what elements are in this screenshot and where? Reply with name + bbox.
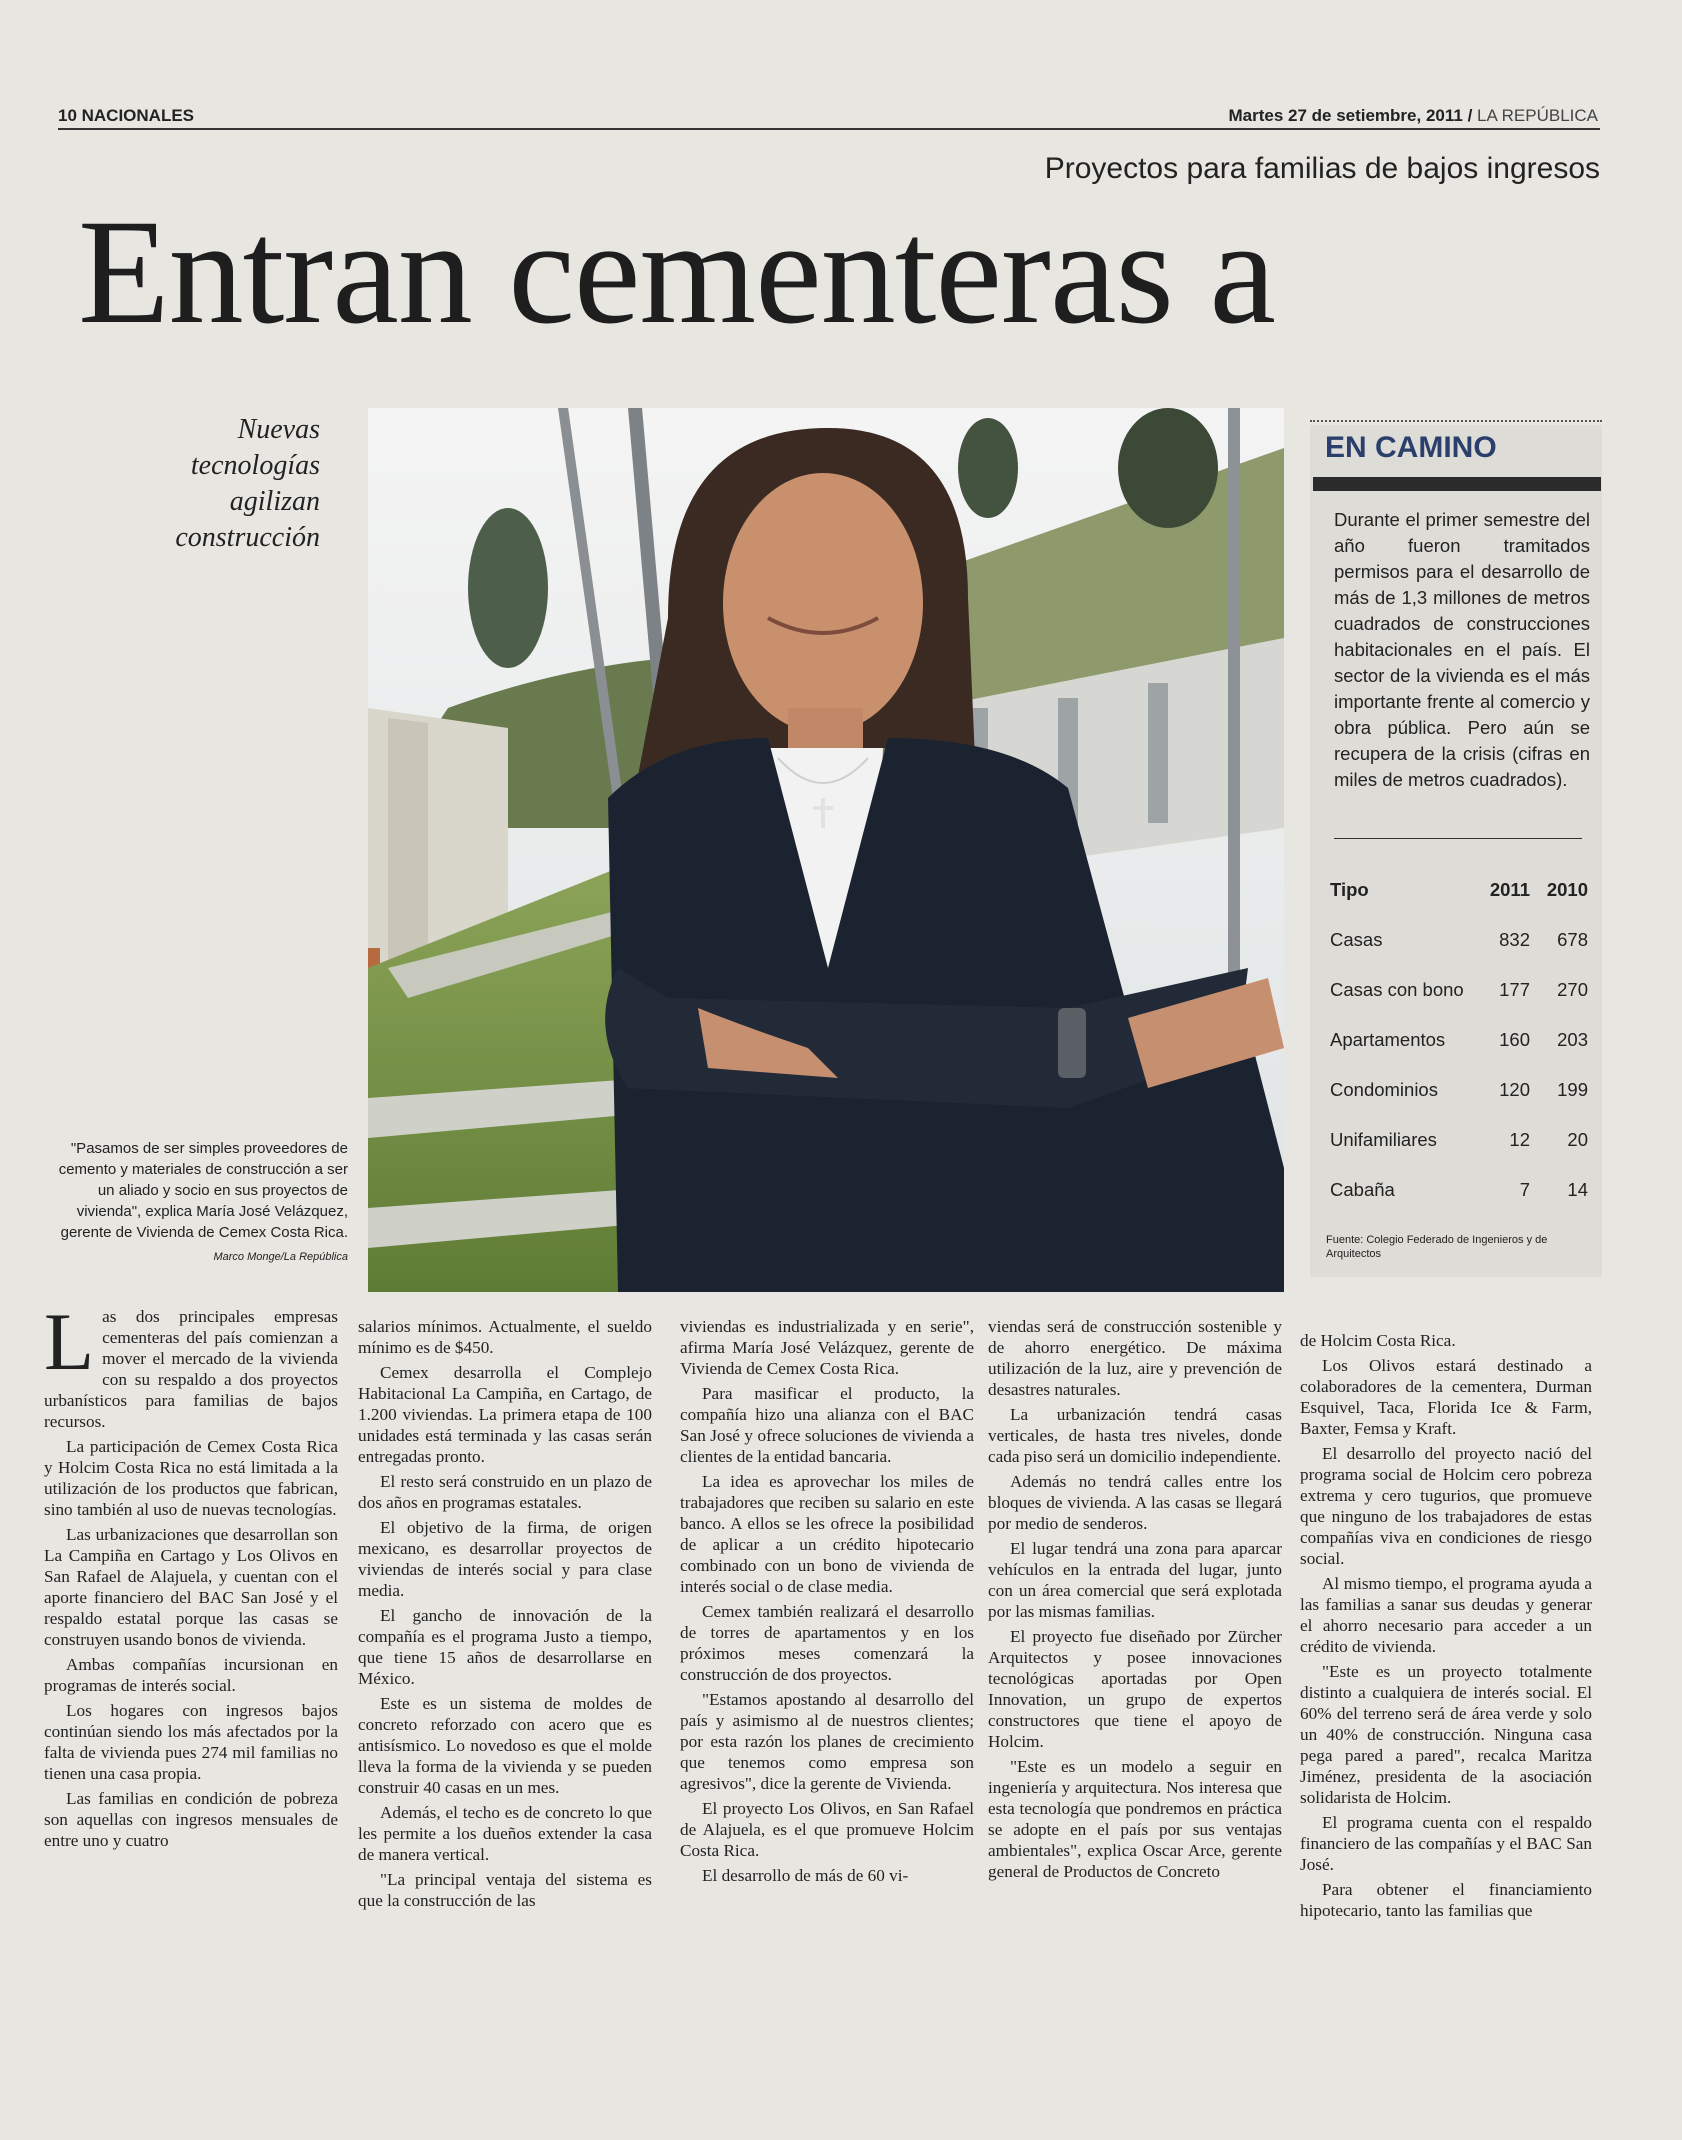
paragraph: El desarrollo de más de 60 vi-: [702, 1866, 909, 1885]
paragraph: Además no tendrá calles entre los bloques de vivienda. A las casas se llegará por medio de senderos.: [988, 1472, 1282, 1533]
paragraph: Cemex también realizará el desarrollo de torres de apartamentos y en los próximos meses comenzará la construcción de dos proyectos.: [680, 1602, 974, 1684]
table-row: [1330, 1115, 1588, 1165]
deck: [120, 412, 320, 556]
table-cell: 12: [1509, 1129, 1530, 1150]
table-cell: Casas con bono: [1330, 979, 1464, 1000]
deck-line: tecnologías: [190, 450, 320, 481]
drop-cap: L: [44, 1296, 95, 1387]
paragraph: El objetivo de la firma, de origen mexicano, es desarrollar proyectos de viviendas de interés social y para clase media.: [358, 1518, 652, 1600]
headline: Entran cementeras a: [78, 189, 1275, 355]
table-cell: Cabaña: [1330, 1179, 1395, 1200]
paragraph: [44, 1296, 338, 1432]
sidebar-table: [1330, 865, 1588, 1215]
article-column-2: [358, 1316, 652, 1915]
issue-date: Martes 27 de setiembre, 2011: [1228, 106, 1463, 125]
article-column-4: [988, 1316, 1282, 1886]
paragraph: Las familias en condición de pobreza son aquellas con ingresos mensuales de entre uno y cuatro: [44, 1789, 338, 1850]
paragraph: El proyecto fue diseñado por Zürcher Arquitectos y posee innovaciones tecnológicas aportadas por Open Innovation, un grupo de expertos constructores que tiene el apoyo de Holcim.: [988, 1627, 1282, 1751]
table-cell: 177: [1499, 979, 1530, 1000]
paragraph: La participación de Cemex Costa Rica y Holcim Costa Rica no está limitada a la utilización de los productos que fabrican, sino también al uso de nuevas tecnologías.: [44, 1437, 338, 1519]
paragraph: Los hogares con ingresos bajos continúan siendo los más afectados por la falta de vivienda pues 274 mil familias no tienen una casa propia.: [44, 1701, 338, 1783]
table-header: Tipo: [1330, 879, 1369, 900]
article-column-5: [1300, 1330, 1592, 1925]
table-row: [1330, 1065, 1588, 1115]
table-cell: 120: [1499, 1079, 1530, 1100]
paragraph: La urbanización tendrá casas verticales, de hasta tres niveles, donde cada piso será un domicilio independiente.: [988, 1405, 1282, 1466]
paragraph: Cemex desarrolla el Complejo Habitacional La Campiña, en Cartago, de 1.200 viviendas. La primera etapa de 100 unidades está terminada y las casas serán entregadas pronto.: [358, 1363, 652, 1466]
table-cell: 832: [1499, 929, 1530, 950]
kicker: Proyectos para familias de bajos ingresos: [1044, 152, 1600, 185]
paragraph: "Este es un modelo a seguir en ingeniería y arquitectura. Nos interesa que esta tecnología que pondremos en práctica se adopte en el país por sus ventajas ambientales", explica Oscar Arce, gerente general de Productos de Concreto: [988, 1757, 1282, 1881]
table-cell: Condominios: [1330, 1079, 1438, 1100]
paragraph: El proyecto Los Olivos, en San Rafael de Alajuela, es el que promueve Holcim Costa Rica.: [680, 1799, 974, 1860]
section-label: 10 NACIONALES: [58, 106, 195, 125]
table-cell: 203: [1557, 1029, 1588, 1050]
paragraph: "La principal ventaja del sistema es que la construcción de las: [358, 1870, 652, 1910]
paragraph: Este es un sistema de moldes de concreto reforzado con acero que es antisísmico. Lo novedoso es que el molde lleva la forma de la vivienda y se pueden construir 40 casas en un mes.: [358, 1694, 652, 1797]
paragraph: Al mismo tiempo, el programa ayuda a las familias a sanar sus deudas y generar el ahorro necesario para acceder a un crédito de vivienda.: [1300, 1574, 1592, 1656]
table-row: [1330, 1015, 1588, 1065]
deck-line: agilizan: [229, 486, 320, 517]
table-row: [1330, 1165, 1588, 1215]
paragraph: Además, el techo es de concreto lo que les permite a los dueños extender la casa de manera vertical.: [358, 1803, 652, 1864]
portrait-photo-illustration: [368, 408, 1284, 1292]
paragraph: Las urbanizaciones que desarrollan son La Campiña en Cartago y Los Olivos en San Rafael de Alajuela, y cuentan con el aporte financiero del BAC San José y el respaldo estatal porque las casas se construyen usando bonos de vivienda.: [44, 1525, 338, 1649]
table-cell: 7: [1519, 1179, 1530, 1200]
paragraph: El resto será construido en un plazo de dos años en programas estatales.: [358, 1472, 652, 1512]
portrait-photo: [368, 408, 1284, 1292]
paragraph: de Holcim Costa Rica.: [1300, 1331, 1456, 1350]
sidebar-divider: [1334, 838, 1582, 839]
table-cell: Apartamentos: [1330, 1029, 1446, 1050]
paragraph: "Este es un proyecto totalmente distinto a cualquiera de interés social. El 60% del terreno será de área verde y solo un 40% de construcción. Ninguna casa pega pared a pared", recalca Maritza Jiménez, presidenta de la asociación solidarista de Holcim.: [1300, 1662, 1592, 1807]
publication-name: LA REPÚBLICA: [1477, 106, 1598, 125]
table-header: 2011: [1489, 879, 1530, 900]
paragraph: Los Olivos estará destinado a colaboradores de la cementera, Durman Esquivel, Taca, Florida Ice & Farm, Baxter, Femsa y Kraft.: [1300, 1356, 1592, 1438]
paragraph: El gancho de innovación de la compañía es el programa Justo a tiempo, que tiene 15 años de desarrollarse en México.: [358, 1606, 652, 1688]
sidebar: [1310, 425, 1602, 1277]
dateline: [1228, 106, 1598, 126]
table-cell: 14: [1567, 1179, 1588, 1200]
paragraph: El desarrollo del proyecto nació del programa social de Holcim cero pobreza extrema y cero tugurios, que promueve que ninguno de los trabajadores de estas compañías viva en condiciones de riesgo social.: [1300, 1444, 1592, 1568]
paragraph: viviendas es industrializada y en serie", afirma María José Velázquez, gerente de Vivienda de Cemex Costa Rica.: [680, 1317, 974, 1378]
paragraph: "Estamos apostando al desarrollo del país y asimismo al de nuestros clientes; por esta razón los planes de crecimiento que tenemos como empresa son agresivos", dice la gerente de Vivienda.: [680, 1690, 974, 1793]
paragraph: viendas será de construcción sostenible y de ahorro energético. De máxima utilización de la luz, aire y prevención de desastres naturales.: [988, 1317, 1282, 1399]
table-cell: 20: [1567, 1129, 1588, 1150]
deck-line: construcción: [175, 522, 320, 553]
table-cell: 678: [1557, 929, 1588, 950]
table-header-row: [1330, 865, 1588, 915]
photo-credit: Marco Monge/La República: [213, 1251, 348, 1263]
paragraph: salarios mínimos. Actualmente, el sueldo mínimo es de $450.: [358, 1317, 652, 1357]
photo-caption: [58, 1138, 348, 1268]
table-cell: 160: [1499, 1029, 1530, 1050]
table-cell: Casas: [1330, 929, 1383, 950]
sidebar-top-rule: [1310, 420, 1602, 422]
photo-caption-text: "Pasamos de ser simples proveedores de cemento y materiales de construcción a ser un aliado y socio en sus proyectos de vivienda", explica María José Velázquez, gerente de Vivienda de Cemex Costa Rica.: [58, 1140, 348, 1241]
paragraph: Para masificar el producto, la compañía hizo una alianza con el BAC San José y ofrece soluciones de vivienda a clientes de la entidad bancaria.: [680, 1384, 974, 1466]
sidebar-title-bar: [1313, 477, 1601, 491]
paragraph-text: as dos principales empresas cementeras del país comienzan a mover el mercado de la vivienda con su respaldo a dos proyectos urbanísticos para familias de bajos recursos.: [44, 1307, 338, 1431]
table-cell: Unifamiliares: [1330, 1129, 1437, 1150]
table-cell: 270: [1557, 979, 1588, 1000]
paragraph: El lugar tendrá una zona para aparcar vehículos en la entrada del lugar, junto con un área comercial que será explotada por las mismas familias.: [988, 1539, 1282, 1621]
article-column-1: [44, 1296, 338, 1855]
sidebar-text: Durante el primer semestre del año fueron tramitados permisos para el desarrollo de más de 1,3 millones de metros cuadrados de construcciones habitacionales en el país. El sector de la vivienda es el más importante frente al comercio y obra pública. Pero aún se recupera de la crisis (cifras en miles de metros cuadrados).: [1334, 509, 1590, 790]
table-cell: 199: [1557, 1079, 1588, 1100]
header-rule: [58, 128, 1600, 130]
dateline-separator: /: [1467, 106, 1473, 125]
sidebar-source: Fuente: Colegio Federado de Ingenieros y de Arquitectos: [1326, 1234, 1548, 1260]
paragraph: Para obtener el financiamiento hipotecario, tanto las familias que: [1300, 1880, 1592, 1920]
table-row: [1330, 965, 1588, 1015]
paragraph: El programa cuenta con el respaldo financiero de las compañías y el BAC San José.: [1300, 1813, 1592, 1874]
deck-line: Nuevas: [237, 414, 320, 445]
paragraph: Ambas compañías incursionan en programas de interés social.: [44, 1655, 338, 1695]
paragraph: La idea es aprovechar los miles de trabajadores que reciben su salario en este banco. A ellos se les ofrece la posibilidad de aplicar a un crédito hipotecario combinado con un bono de vivienda de interés social o de clase media.: [680, 1472, 974, 1596]
article-column-3: [680, 1316, 974, 1890]
table-header: 2010: [1546, 879, 1588, 900]
sidebar-title: EN CAMINO: [1325, 431, 1497, 464]
table-row: [1330, 915, 1588, 965]
